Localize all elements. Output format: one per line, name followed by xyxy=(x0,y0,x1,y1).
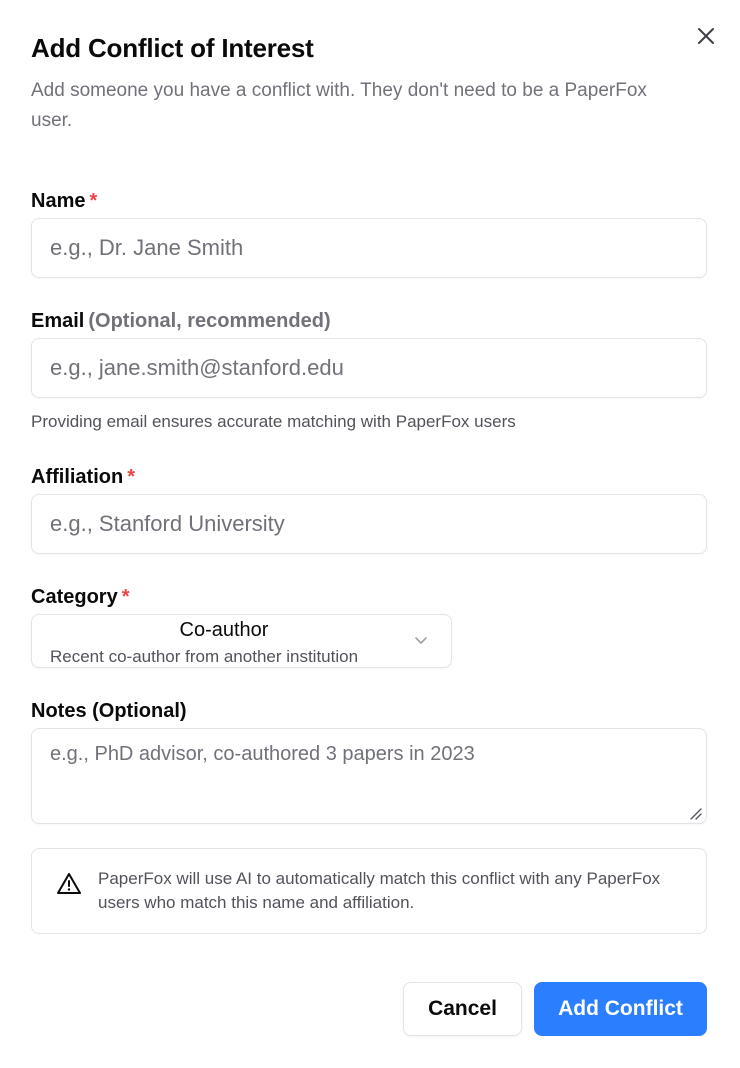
close-button[interactable] xyxy=(694,24,718,48)
notes-label: Notes (Optional) xyxy=(31,700,187,722)
affiliation-label xyxy=(31,466,135,489)
required-marker: * xyxy=(89,190,98,212)
resize-handle-icon[interactable] xyxy=(688,806,702,820)
name-input[interactable] xyxy=(31,218,707,278)
cancel-button[interactable]: Cancel xyxy=(403,982,522,1036)
email-label-text: Email xyxy=(31,310,85,332)
name-label-text: Name xyxy=(31,190,86,212)
category-select[interactable] xyxy=(31,614,452,668)
name-label xyxy=(31,190,97,213)
category-selected-description: Recent co-author from another institution xyxy=(50,647,359,666)
close-icon xyxy=(697,27,715,45)
email-input[interactable] xyxy=(31,338,707,398)
dialog-title: Add Conflict of Interest xyxy=(31,33,314,63)
required-marker: * xyxy=(127,466,136,488)
warning-triangle-icon xyxy=(56,871,82,897)
email-hint: Providing email ensures accurate matching with PaperFox users xyxy=(31,412,516,431)
category-label-text: Category xyxy=(31,586,118,608)
category-label xyxy=(31,586,130,609)
affiliation-input[interactable] xyxy=(31,494,707,554)
email-optional-note: (Optional, recommended) xyxy=(88,310,331,332)
affiliation-label-text: Affiliation xyxy=(31,466,124,488)
dialog-subtitle: Add someone you have a conflict with. They don't need to be a PaperFox user. xyxy=(31,80,647,131)
add-conflict-button[interactable]: Add Conflict xyxy=(534,982,707,1036)
email-label xyxy=(31,310,331,333)
category-selected-value: Co-author xyxy=(179,619,269,641)
alert-text: PaperFox will use AI to automatically match this conflict with any PaperFox users who match this name and affiliation. xyxy=(98,869,661,912)
chevron-down-icon xyxy=(413,632,429,648)
ai-matching-alert xyxy=(31,848,707,934)
notes-textarea[interactable] xyxy=(31,728,707,824)
required-marker: * xyxy=(121,586,130,608)
